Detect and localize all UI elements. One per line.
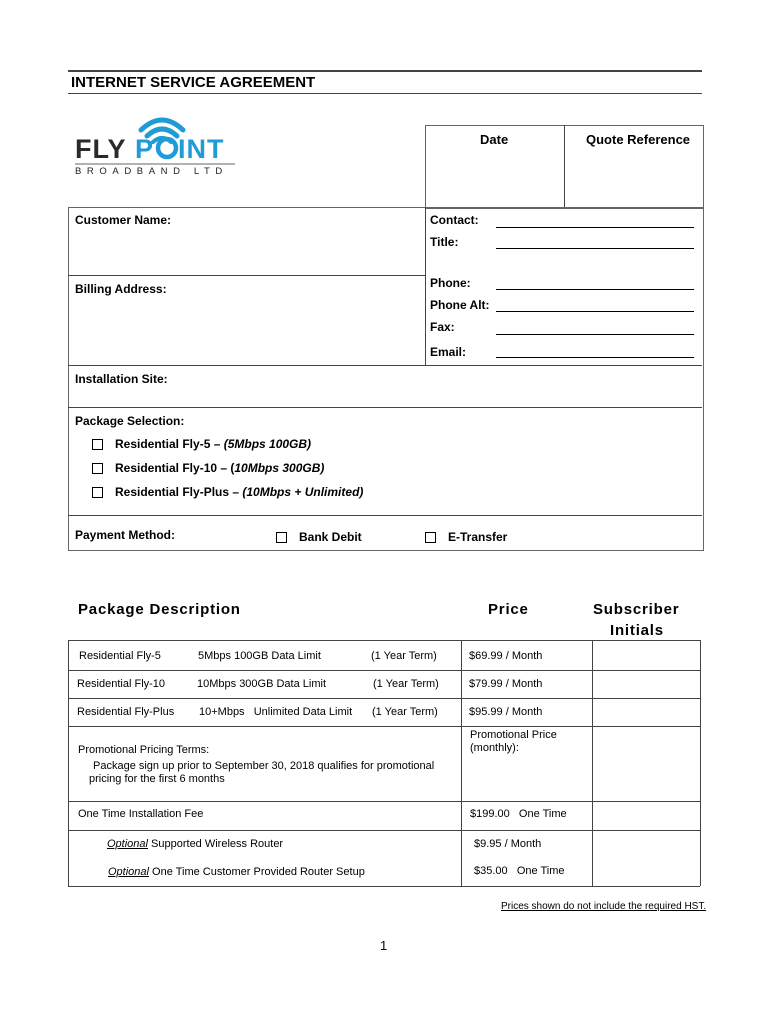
email-label: Email: xyxy=(430,345,467,359)
package-option-name: Residential Fly-Plus – xyxy=(115,485,243,499)
email-field[interactable] xyxy=(496,357,694,358)
initials-heading: Initials xyxy=(610,622,664,639)
promo-price-label: Promotional Price (monthly): xyxy=(470,729,557,754)
package-option-detail: (5Mbps 100GB) xyxy=(223,437,312,451)
row-fly10-price: $79.99 / Month xyxy=(469,678,543,690)
router-label: Supported Wireless Router xyxy=(147,838,284,850)
phone-field[interactable] xyxy=(496,289,694,290)
bank-debit-option[interactable]: Bank Debit xyxy=(299,530,362,544)
router-setup-price: $35.00 One Time xyxy=(474,865,565,877)
row-flyplus-name: Residential Fly-Plus xyxy=(77,706,175,718)
router-optional-tag: Optional xyxy=(107,838,148,850)
phone-alt-field[interactable] xyxy=(496,311,694,312)
logo-tagline: BROADBAND LTD xyxy=(75,166,228,177)
payment-method-label: Payment Method: xyxy=(75,528,176,542)
install-fee-price: $199.00 One Time xyxy=(470,808,567,820)
fax-label: Fax: xyxy=(430,320,455,334)
package-checkbox-fly5[interactable] xyxy=(92,439,103,450)
title-label: Title: xyxy=(430,235,459,249)
e-transfer-option[interactable]: E-Transfer xyxy=(448,530,508,544)
package-option-fly5[interactable] xyxy=(115,437,311,451)
router-price: $9.95 / Month xyxy=(474,838,542,850)
customer-name-label: Customer Name: xyxy=(75,213,172,227)
svg-text:P: P xyxy=(135,134,155,164)
title-field[interactable] xyxy=(496,248,694,249)
package-option-fly10[interactable] xyxy=(115,461,324,475)
quote-reference-label: Quote Reference xyxy=(586,132,691,147)
row-fly5-term: (1 Year Term) xyxy=(371,650,437,662)
bank-debit-checkbox[interactable] xyxy=(276,532,287,543)
package-option-detail: 10Mbps 300GB) xyxy=(234,461,325,475)
router-setup-label: One Time Customer Provided Router Setup xyxy=(148,866,365,878)
svg-text:INT: INT xyxy=(178,134,225,164)
contact-field[interactable] xyxy=(496,227,694,228)
contact-label: Contact: xyxy=(430,213,479,227)
hst-footnote: Prices shown do not include the required HST. xyxy=(501,901,707,912)
phone-alt-label: Phone Alt: xyxy=(430,298,490,312)
price-heading: Price xyxy=(488,601,529,618)
row-flyplus-price: $95.99 / Month xyxy=(469,706,543,718)
promo-terms-text: Package sign up prior to September 30, 2018 qualifies for promotional pricing for the first 6 months xyxy=(89,760,435,785)
subscriber-heading: Subscriber xyxy=(593,601,680,618)
package-option-detail: (10Mbps + Unlimited) xyxy=(242,485,364,499)
router-setup-option xyxy=(108,866,365,878)
package-description-heading: Package Description xyxy=(78,601,241,618)
phone-label: Phone: xyxy=(430,276,471,290)
row-fly10-name: Residential Fly-10 xyxy=(77,678,166,690)
router-setup-optional-tag: Optional xyxy=(108,866,149,878)
package-checkbox-fly10[interactable] xyxy=(92,463,103,474)
router-option xyxy=(107,838,283,850)
page-title: INTERNET SERVICE AGREEMENT xyxy=(71,74,316,91)
package-checkbox-flyplus[interactable] xyxy=(92,487,103,498)
promo-terms-label: Promotional Pricing Terms: xyxy=(78,744,210,756)
row-fly10-term: (1 Year Term) xyxy=(373,678,439,690)
company-logo xyxy=(75,108,245,180)
billing-address-label: Billing Address: xyxy=(75,282,167,296)
row-fly5-name: Residential Fly-5 xyxy=(79,650,161,662)
package-option-flyplus[interactable] xyxy=(115,485,363,499)
svg-text:FLY: FLY xyxy=(75,134,127,164)
row-fly10-speed: 10Mbps 300GB Data Limit xyxy=(197,678,327,690)
e-transfer-checkbox[interactable] xyxy=(425,532,436,543)
row-fly5-speed: 5Mbps 100GB Data Limit xyxy=(198,650,321,662)
package-option-name: Residential Fly-10 – ( xyxy=(115,461,235,475)
row-flyplus-term: (1 Year Term) xyxy=(372,706,438,718)
date-label: Date xyxy=(480,132,509,147)
row-flyplus-speed: 10+Mbps Unlimited Data Limit xyxy=(199,706,353,718)
install-fee-label: One Time Installation Fee xyxy=(78,808,204,820)
fax-field[interactable] xyxy=(496,334,694,335)
page-number: 1 xyxy=(380,938,388,953)
installation-site-label: Installation Site: xyxy=(75,372,168,386)
package-selection-label: Package Selection: xyxy=(75,414,185,428)
package-option-name: Residential Fly-5 – xyxy=(115,437,224,451)
row-fly5-price: $69.99 / Month xyxy=(469,650,543,662)
